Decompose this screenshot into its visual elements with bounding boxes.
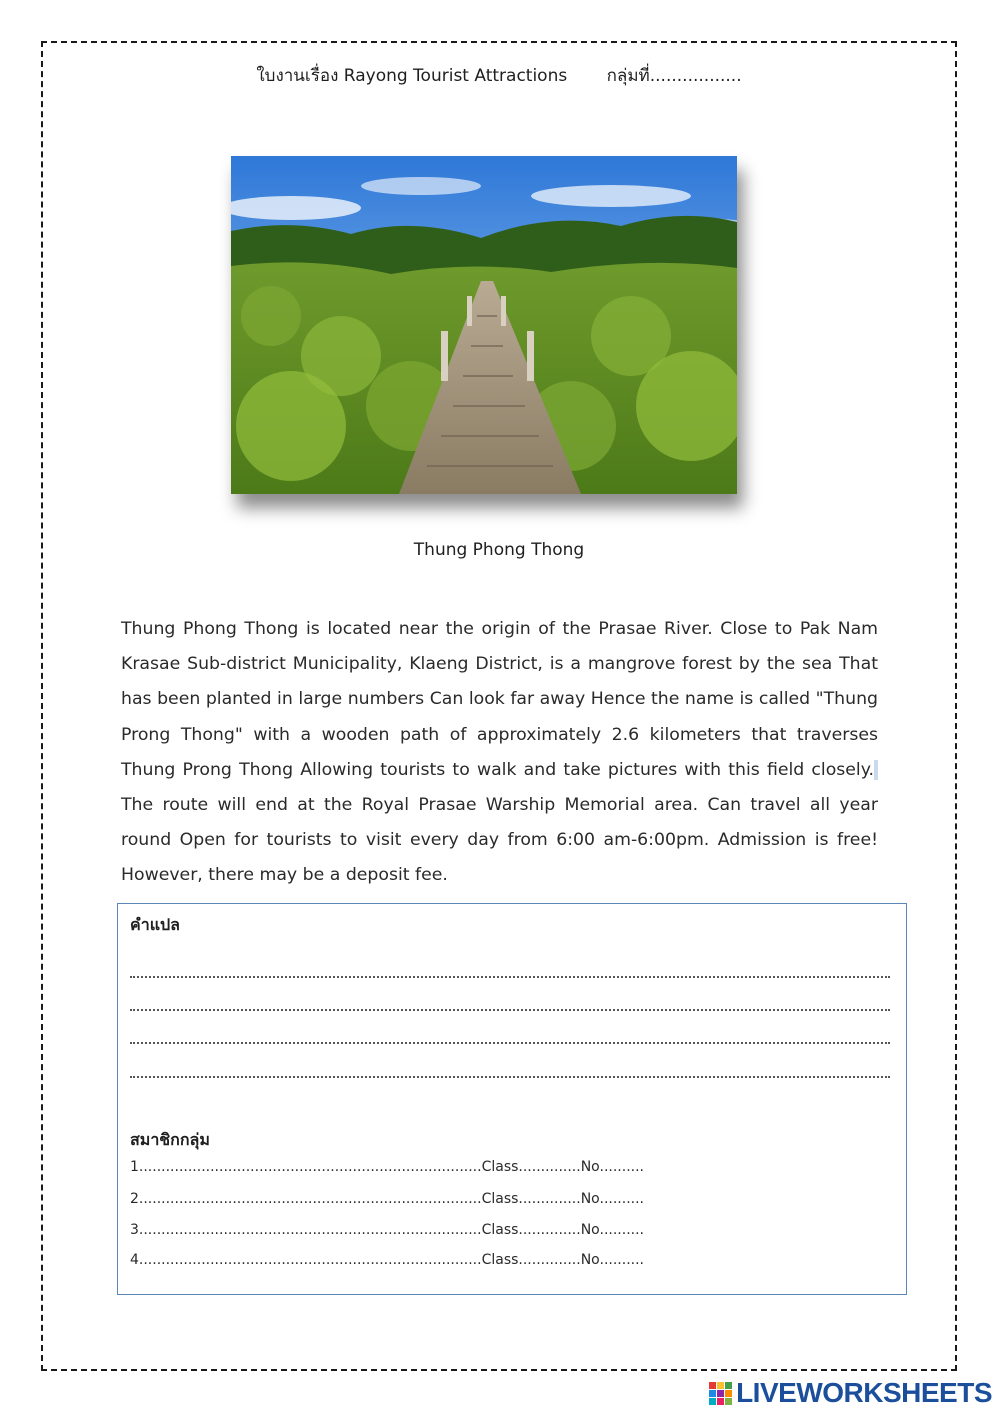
worksheet-header — [41, 62, 957, 89]
paragraph-part-2: The route will end at the Royal Prasae Warship Memorial area. Can travel all year round Open for tourists to visit every day from 6:00 am-6:00pm. Admission is free! However, there may be a deposit fee. — [121, 795, 878, 886]
logo-text: LIVEWORKSHEETS — [736, 1377, 992, 1408]
logo-grid-cell — [725, 1398, 732, 1405]
text-cursor-highlight — [874, 760, 878, 780]
description-paragraph — [121, 612, 878, 894]
member-row-2[interactable]: 2.............................................................................Class..............No.......... — [130, 1191, 645, 1207]
logo-grid-cell — [709, 1398, 716, 1405]
logo-grid-cell — [725, 1382, 732, 1389]
translation-line-4[interactable] — [130, 1076, 890, 1078]
worksheet-title: ใบงานเรื่อง Rayong Tourist Attractions — [256, 66, 568, 86]
attraction-photo — [231, 156, 737, 494]
member-row-3[interactable]: 3.............................................................................Class..............No.......... — [130, 1222, 645, 1238]
translation-line-3[interactable] — [130, 1042, 890, 1044]
answer-box — [117, 903, 907, 1295]
logo-grid-cell — [709, 1382, 716, 1389]
photo-caption: Thung Phong Thong — [413, 540, 585, 560]
translation-line-1[interactable] — [130, 976, 890, 978]
logo-grid-icon — [709, 1382, 732, 1405]
member-row-1[interactable]: 1.............................................................................Class..............No.......... — [130, 1159, 645, 1175]
logo-grid-cell — [717, 1390, 724, 1397]
liveworksheets-logo — [709, 1377, 992, 1409]
translation-line-2[interactable] — [130, 1009, 890, 1011]
logo-grid-cell — [709, 1390, 716, 1397]
logo-grid-cell — [717, 1398, 724, 1405]
members-heading: สมาชิกกลุ่ม — [130, 1130, 210, 1149]
logo-grid-cell — [725, 1390, 732, 1397]
member-row-4[interactable]: 4.............................................................................Class..............No.......... — [130, 1252, 645, 1268]
logo-grid-cell — [717, 1382, 724, 1389]
group-number-field: กลุ่มที่................. — [606, 66, 742, 86]
translation-heading: คำแปล — [130, 915, 180, 934]
paragraph-part-1: Thung Phong Thong is located near the origin of the Prasae River. Close to Pak Nam Krasae Sub-district Municipality, Klaeng District, is a mangrove forest by the sea That has been planted in large numbers Can look far away Hence the name is called "Thung Prong Thong" with a wooden path of approximately 2.6 kilometers that traverses Thung Prong Thong Allowing tourists to walk and take pictures with this field closely. — [121, 619, 878, 780]
